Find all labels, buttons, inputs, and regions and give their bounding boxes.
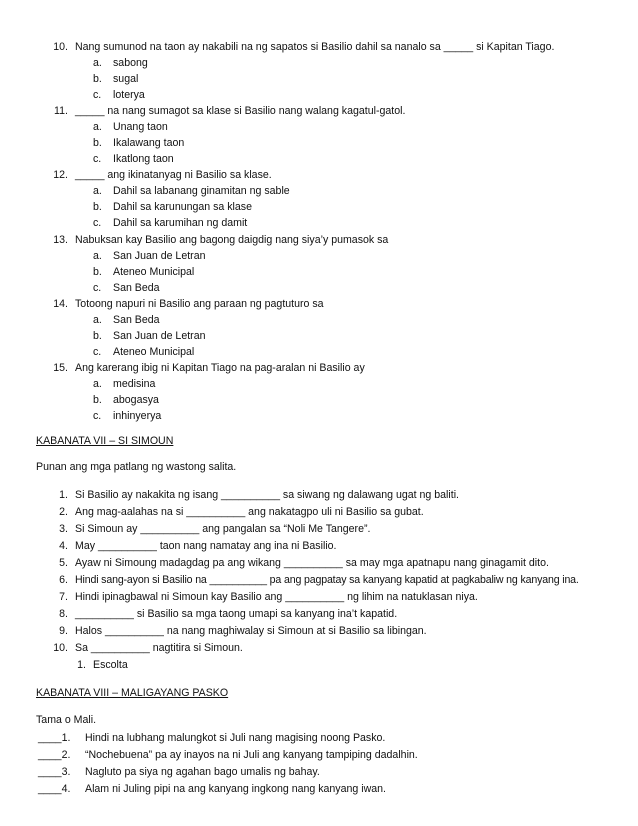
s7-item-1-text: Si Basilio ay nakakita ng isang __________ sa siwang ng dalawang ugat ng baliti. [75, 489, 459, 501]
s7-item-7-text: Hindi ipinagbawal ni Simoun kay Basilio ang __________ ng lihim na natuklasan niya. [75, 591, 478, 603]
s7-item-6-number: 6. [59, 574, 68, 586]
s7-item-6-text: Hindi sang-ayon si Basilio na __________ pa ang pagpatay sa kanyang kapatid at pagkabaliw ng kanyang ina. [75, 574, 579, 586]
s7-item-3-number: 3. [59, 523, 68, 535]
q11-number: 11. [54, 105, 68, 117]
q10-choice-c-letter: c. [93, 89, 102, 101]
s7-item-2-number: 2. [59, 506, 68, 518]
s8-item-4-text: Alam ni Juling pipi na ang kanyang ingkong nang kanyang iwan. [85, 783, 386, 795]
q12-number: 12. [53, 169, 68, 181]
q13-choice-c-letter: c. [93, 282, 102, 294]
q11-choice-a: Unang taon [113, 121, 168, 133]
q14-text: Totoong napuri ni Basilio ang paraan ng pagtuturo sa [75, 298, 324, 310]
q11-choice-c-letter: c. [93, 153, 102, 165]
s8-item-1-number: ____1. [38, 732, 71, 744]
s7-item-10-text: Sa __________ nagtitira si Simoun. [75, 642, 243, 654]
q12-choice-a-letter: a. [93, 185, 102, 197]
s7-item-4-number: 4. [59, 540, 68, 552]
q15-choice-c: inhinyerya [113, 410, 162, 422]
q15-choice-a-letter: a. [93, 378, 102, 390]
q13-choice-b: Ateneo Municipal [113, 266, 195, 278]
q11-text: _____ na nang sumagot sa klase si Basilio nang walang kagatul-gatol. [75, 105, 406, 117]
q14-choice-c-letter: c. [93, 346, 102, 358]
q15-choice-c-letter: c. [93, 410, 102, 422]
q12-choice-c: Dahil sa karumihan ng damit [113, 217, 248, 229]
q14-number: 14. [53, 298, 68, 310]
q15-choice-b: abogasya [113, 394, 159, 406]
s8-item-1-text: Hindi na lubhang malungkot si Juli nang magising noong Pasko. [85, 732, 386, 744]
q11-choice-c: Ikatlong taon [113, 153, 174, 165]
s7-item-5-number: 5. [59, 557, 68, 569]
q14-choice-b-letter: b. [93, 330, 102, 342]
s7-item-3-text: Si Simoun ay __________ ang pangalan sa “Noli Me Tangere”. [75, 523, 371, 535]
s7-item-9-text: Halos __________ na nang maghiwalay si Simoun at si Basilio sa libingan. [75, 625, 427, 637]
q13-text: Nabuksan kay Basilio ang bagong daigdig nang siya’y pumasok sa [75, 234, 389, 246]
q13-choice-a: San Juan de Letran [113, 250, 206, 262]
s7-item-8-number: 8. [59, 608, 68, 620]
s7-subitem-text: Escolta [93, 659, 128, 671]
s7-item-4-text: May __________ taon nang namatay ang ina ni Basilio. [75, 540, 337, 552]
section-8-heading: KABANATA VIII – MALIGAYANG PASKO [36, 687, 229, 699]
q14-choice-b: San Juan de Letran [113, 330, 206, 342]
q12-choice-b-letter: b. [93, 201, 102, 213]
q11-choice-b: Ikalawang taon [113, 137, 185, 149]
s7-item-5-text: Ayaw ni Simoung madagdag pa ang wikang __________ sa may mga apatnapu nang ginagamit dito. [75, 557, 549, 569]
q13-choice-c: San Beda [113, 282, 160, 294]
q10-choice-a: sabong [113, 57, 148, 69]
q15-choice-a: medisina [113, 378, 156, 390]
q12-choice-b: Dahil sa karunungan sa klase [113, 201, 252, 213]
s8-item-3-text: Nagluto pa siya ng agahan bago umalis ng bahay. [85, 766, 320, 778]
q10-choice-b: sugal [113, 73, 139, 85]
q12-choice-c-letter: c. [93, 217, 102, 229]
s7-item-7-number: 7. [59, 591, 68, 603]
s7-item-1-number: 1. [59, 489, 68, 501]
q15-text: Ang karerang ibig ni Kapitan Tiago na pag-aralan ni Basilio ay [75, 362, 365, 374]
q10-choice-b-letter: b. [93, 73, 102, 85]
s7-item-8-text: __________ si Basilio sa mga taong umapi sa kanyang ina’t kapatid. [75, 608, 398, 620]
s7-subitem-number: 1. [77, 659, 86, 671]
q15-number: 15. [53, 362, 68, 374]
s7-item-2-text: Ang mag-aalahas na si __________ ang nakatagpo uli ni Basilio sa gubat. [75, 506, 424, 518]
section-7-instruction: Punan ang mga patlang ng wastong salita. [36, 461, 237, 473]
q14-choice-a-letter: a. [93, 314, 102, 326]
q10-choice-a-letter: a. [93, 57, 102, 69]
section-7-heading: KABANATA VII – SI SIMOUN [36, 435, 174, 447]
q14-choice-a: San Beda [113, 314, 160, 326]
s8-item-3-number: ____3. [38, 766, 71, 778]
q13-choice-a-letter: a. [93, 250, 102, 262]
q10-number: 10. [53, 41, 68, 53]
q13-number: 13. [53, 234, 68, 246]
q12-text: _____ ang ikinatanyag ni Basilio sa klase. [75, 169, 272, 181]
s8-item-4-number: ____4. [38, 783, 71, 795]
q11-choice-a-letter: a. [93, 121, 102, 133]
q10-choice-c: loterya [113, 89, 145, 101]
q11-choice-b-letter: b. [93, 137, 102, 149]
s8-item-2-number: ____2. [38, 749, 71, 761]
q13-choice-b-letter: b. [93, 266, 102, 278]
s8-item-2-text: “Nochebuena” pa ay inayos na ni Juli ang kanyang tampiping dadalhin. [85, 749, 418, 761]
q12-choice-a: Dahil sa labanang ginamitan ng sable [113, 185, 290, 197]
q14-choice-c: Ateneo Municipal [113, 346, 195, 358]
s7-item-10-number: 10. [53, 642, 68, 654]
q15-choice-b-letter: b. [93, 394, 102, 406]
q10-text: Nang sumunod na taon ay nakabili na ng sapatos si Basilio dahil sa nanalo sa _____ si Kapitan Tiago. [75, 41, 555, 53]
section-8-instruction: Tama o Mali. [36, 714, 97, 726]
s7-item-9-number: 9. [59, 625, 68, 637]
